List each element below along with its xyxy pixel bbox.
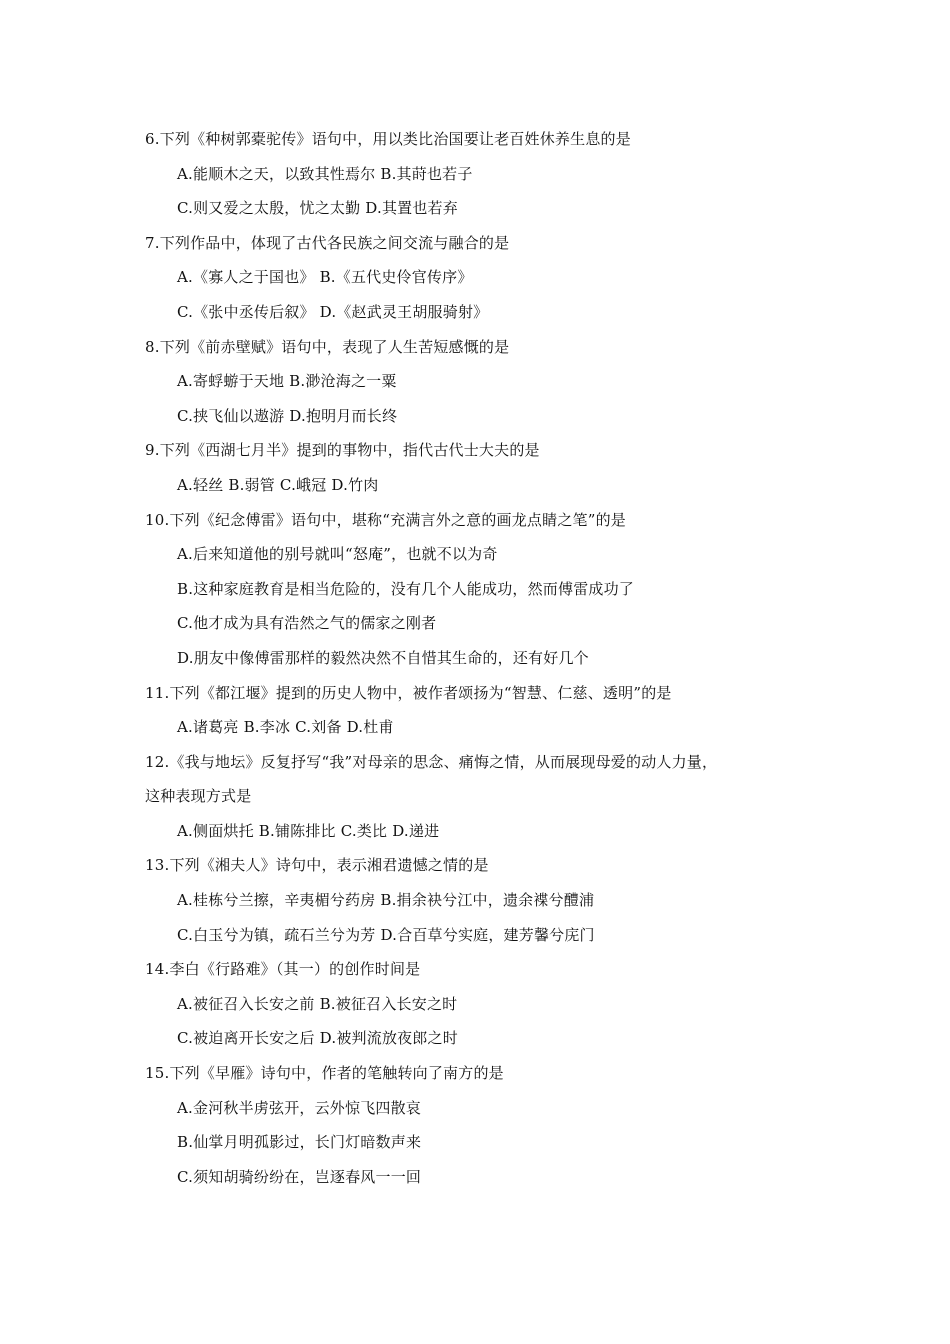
question-stem-line: 14.李白《行路难》（其一）的创作时间是	[145, 960, 421, 979]
answer-options-line: A.被征召入长安之前 B.被征召入长安之时	[177, 994, 458, 1013]
question-stem-line: 8.下列《前赤壁赋》语句中，表现了人生苦短感慨的是	[145, 337, 510, 356]
answer-options-line: A.诸葛亮 B.李冰 C.刘备 D.杜甫	[177, 718, 394, 737]
question-stem-line: 10.下列《纪念傅雷》语句中，堪称“充满言外之意的画龙点睛之笔”的是	[145, 510, 626, 529]
question-list	[145, 122, 845, 1194]
question-stem-line: 9.下列《西湖七月半》提到的事物中，指代古代士大夫的是	[145, 441, 540, 460]
answer-options-line: A.能顺木之天，以致其性焉尔 B.其莳也若子	[177, 164, 473, 183]
answer-options-line: C.须知胡骑纷纷在，岂逐春风一一回	[177, 1167, 422, 1186]
question-stem-line: 7.下列作品中，体现了古代各民族之间交流与融合的是	[145, 233, 510, 252]
answer-options-line: A.侧面烘托 B.铺陈排比 C.类比 D.递进	[177, 821, 440, 840]
answer-options-line: C.挟飞仙以遨游 D.抱明月而长终	[177, 406, 398, 425]
question-stem-line: 6.下列《种树郭橐驼传》语句中，用以类比治国要让老百姓休养生息的是	[145, 130, 631, 148]
answer-options-line: A.寄蜉蝣于天地 B.渺沧海之一粟	[177, 372, 397, 391]
answer-options-line: C.白玉兮为镇，疏石兰兮为芳 D.合百草兮实庭，建芳馨兮庑门	[177, 925, 595, 944]
answer-options-line: A.金河秋半虏弦开，云外惊飞四散哀	[177, 1098, 422, 1117]
question-stem-line: 13.下列《湘夫人》诗句中，表示湘君遗憾之情的是	[145, 856, 489, 875]
question-stem-line: 12.《我与地坛》反复抒写“我”对母亲的思念、痛悔之情，从而展现母爱的动人力量，	[145, 752, 718, 771]
answer-options-line: A.后来知道他的别号就叫“怒庵”，也就不以为奇	[177, 545, 498, 564]
answer-options-line: A.轻丝 B.弱管 C.峨冠 D.竹肉	[177, 475, 379, 494]
question-stem-line: 15.下列《早雁》诗句中，作者的笔触转向了南方的是	[145, 1064, 504, 1083]
answer-options-line: B.这种家庭教育是相当危险的，没有几个人能成功，然而傅雷成功了	[177, 579, 634, 598]
answer-options-line: C.他才成为具有浩然之气的儒家之刚者	[177, 614, 437, 633]
answer-options-line: A.《寡人之于国也》 B.《五代史伶官传序》	[177, 268, 473, 287]
answer-options-line: D.朋友中像傅雷那样的毅然决然不自惜其生命的，还有好几个	[177, 648, 589, 667]
answer-options-line: B.仙掌月明孤影过，长门灯暗数声来	[177, 1133, 422, 1152]
question-stem-line: 这种表现方式是	[145, 787, 252, 806]
answer-options-line: C.则又爱之太殷，忧之太勤 D.其置也若弃	[177, 199, 458, 218]
answer-options-line: A.桂栋兮兰擦，辛夷楣兮药房 B.捐余袂兮江中，遗余褋兮醴浦	[177, 891, 595, 910]
answer-options-line: C.被迫离开长安之后 D.被判流放夜郎之时	[177, 1029, 458, 1048]
question-stem-line: 11.下列《都江堰》提到的历史人物中，被作者颂扬为“智慧、仁慈、透明”的是	[145, 683, 672, 702]
answer-options-line: C.《张中丞传后叙》 D.《赵武灵王胡服骑射》	[177, 302, 489, 321]
